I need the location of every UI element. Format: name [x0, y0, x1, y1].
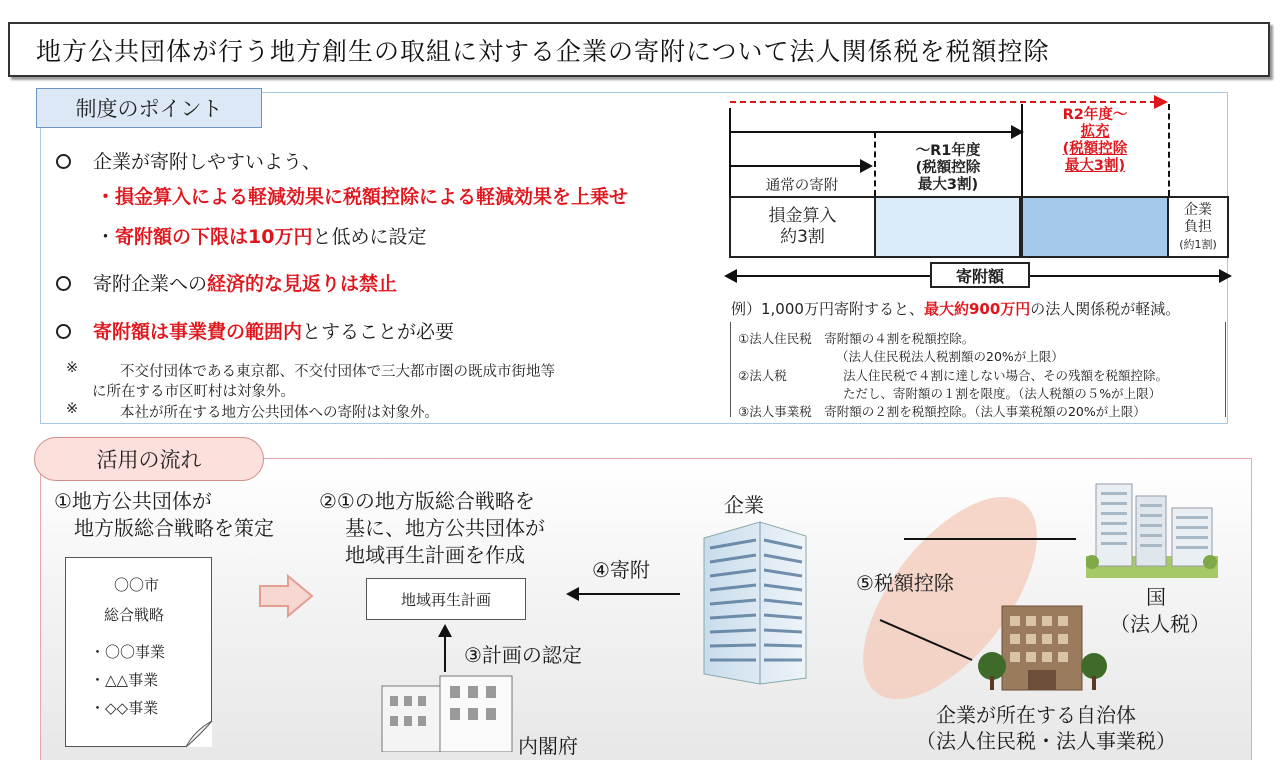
step-1-line-2: 地方版総合戦略を策定 [74, 516, 274, 540]
doc-line-3: ・〇〇事業 [90, 643, 166, 661]
arrowhead-icon [1011, 125, 1024, 139]
locality-tax-label: （法人住民税・法人事業税） [916, 729, 1176, 753]
r2-label-line: R2年度～ [1062, 107, 1128, 123]
donation-amount-label: 寄附額 [930, 262, 1030, 288]
point-sub-2 [96, 222, 426, 249]
arrowhead-left-icon [566, 587, 579, 601]
point-item-2 [56, 269, 397, 296]
doc-line-2: 総合戦略 [104, 606, 165, 624]
locality-office-icon [978, 600, 1108, 696]
page-curl-icon [186, 721, 214, 749]
divider-right [1168, 104, 1170, 196]
country-buildings-icon [1086, 474, 1218, 578]
point-sub-2-red: 寄附額の下限は10万円 [115, 226, 313, 248]
step-5-label: ⑤税額控除 [856, 571, 954, 595]
point-sub-1: ・損金算入による軽減効果に税額控除による軽減効果を上乗せ [96, 186, 629, 208]
cell-burden-line: 負担 [1184, 218, 1212, 235]
regional-plan-box: 地域再生計画 [366, 578, 526, 620]
step-2-line-3: 地域再生計画を作成 [345, 543, 525, 567]
point-item-1-text: 企業が寄附しやすいよう、 [93, 151, 322, 173]
doc-line-5: ・◇◇事業 [90, 699, 159, 717]
step-2-line-1: ②①の地方版総合戦略を [319, 489, 535, 513]
flow-tab: 活用の流れ [34, 437, 264, 481]
cell-deductible [731, 198, 874, 256]
tax-list-line-3a: ②法人税 [738, 368, 787, 383]
point-item-2-prefix: 寄附企業への [93, 273, 208, 295]
country-tax-label: （法人税） [1110, 612, 1210, 636]
tax-list-line-4: ただし、寄附額の１割を限度。（法人税額の５%が上限） [843, 386, 1162, 401]
r1-label-line: ～R1年度 [915, 143, 981, 159]
company-label: 企業 [724, 493, 764, 517]
cell-deductible-line: 約3割 [780, 227, 825, 247]
cabinet-office-label: 内閣府 [518, 734, 578, 758]
dashed-red-arrow-line [730, 101, 1156, 103]
normal-arrow-line [730, 165, 865, 167]
cell-company-burden [1169, 198, 1227, 256]
point-item-3-red: 寄附額は事業費の範囲内 [93, 321, 303, 343]
circle-bullet-icon [56, 154, 71, 169]
r2-label [1030, 107, 1160, 175]
r2-label-line: 最大3割) [1064, 158, 1126, 174]
approval-arrow-line [444, 634, 446, 672]
pink-right-arrow-icon [258, 574, 314, 618]
example-prefix: 例）1,000万円寄附すると、 [731, 300, 924, 318]
circle-bullet-icon [56, 276, 71, 291]
note-2-mark: ※ [66, 401, 79, 417]
arrowhead-up-icon [438, 624, 452, 637]
example-red: 最大約900万円 [923, 300, 1031, 318]
point-item-2-red: 経済的な見返りは禁止 [207, 273, 398, 295]
normal-donation-label: 通常の寄附 [765, 178, 839, 194]
r1-label [882, 143, 1014, 194]
company-building-icon [700, 518, 810, 686]
line-to-country [904, 538, 1076, 540]
point-sub-2-rest: と低めに設定 [312, 226, 427, 248]
divider-r1 [874, 132, 876, 196]
step-1-line-1: ①地方公共団体が [54, 489, 212, 513]
r1-arrow-line [730, 131, 1017, 133]
points-tab: 制度のポイント [36, 88, 262, 128]
donation-arrow-line [578, 593, 680, 595]
example-line [731, 298, 1180, 319]
note-1-mark: ※ [66, 360, 79, 376]
doc-line-1: 〇〇市 [114, 576, 160, 594]
arrowhead-icon [860, 159, 873, 173]
note-1-line-2: に所在する市区町村は対象外。 [92, 384, 295, 400]
title-box [8, 22, 1270, 77]
example-rest: の法人関係税が軽減。 [1030, 300, 1181, 318]
cabinet-office-building-icon [380, 672, 514, 752]
tax-list-line-1: ①法人住民税 寄附額の４割を税額控除。 [738, 331, 975, 346]
locality-label: 企業が所在する自治体 [936, 703, 1136, 727]
cell-deductible-line: 損金算入 [768, 206, 837, 226]
point-item-1 [56, 147, 321, 174]
point-item-3 [56, 317, 454, 344]
line-to-locality [878, 618, 974, 662]
arrowhead-left-icon [724, 269, 737, 283]
step-3-label: ③計画の認定 [464, 643, 582, 667]
r2-label-line: 拡充 [1080, 124, 1110, 140]
divider-r2 [1021, 104, 1023, 196]
divider-left [729, 108, 731, 196]
tax-list-line-5: ③法人事業税 寄附額の２割を税額控除。（法人事業税額の20%が上限） [738, 404, 1146, 419]
step-2-line-2: 基に、地方公共団体が [345, 516, 545, 540]
r1-label-line: 最大3割) [917, 177, 979, 193]
tax-list-line-3b: 法人住民税で４割に達しない場合、その残額を税額控除。 [843, 368, 1169, 383]
note-2-text: 本社が所在する地方公共団体への寄附は対象外。 [120, 405, 439, 421]
cell-burden-line: 企業 [1184, 201, 1212, 218]
country-label: 国 [1146, 585, 1166, 609]
r2-label-line: (税額控除 [1062, 141, 1128, 157]
page-title: 地方公共団体が行う地方創生の取組に対する企業の寄附について法人関係税を税額控除 [36, 36, 1050, 66]
note-1-line-1: 不交付団体である東京都、不交付団体で三大都市圏の既成市街地等 [120, 364, 555, 380]
tax-list-line-2: （法人住民税法人税割額の20%が上限） [836, 349, 1064, 364]
step-4-label: ④寄附 [592, 558, 650, 582]
doc-line-4: ・△△事業 [90, 671, 159, 689]
circle-bullet-icon [56, 324, 71, 339]
cell-r2 [1021, 196, 1169, 258]
r1-label-line: (税額控除 [915, 160, 981, 176]
cell-r1 [874, 196, 1021, 258]
point-sub-2-prefix: ・ [96, 226, 116, 248]
cell-burden-line: (約1割) [1179, 237, 1217, 251]
arrowhead-icon [1219, 269, 1232, 283]
point-item-3-rest: とすることが必要 [302, 321, 455, 343]
